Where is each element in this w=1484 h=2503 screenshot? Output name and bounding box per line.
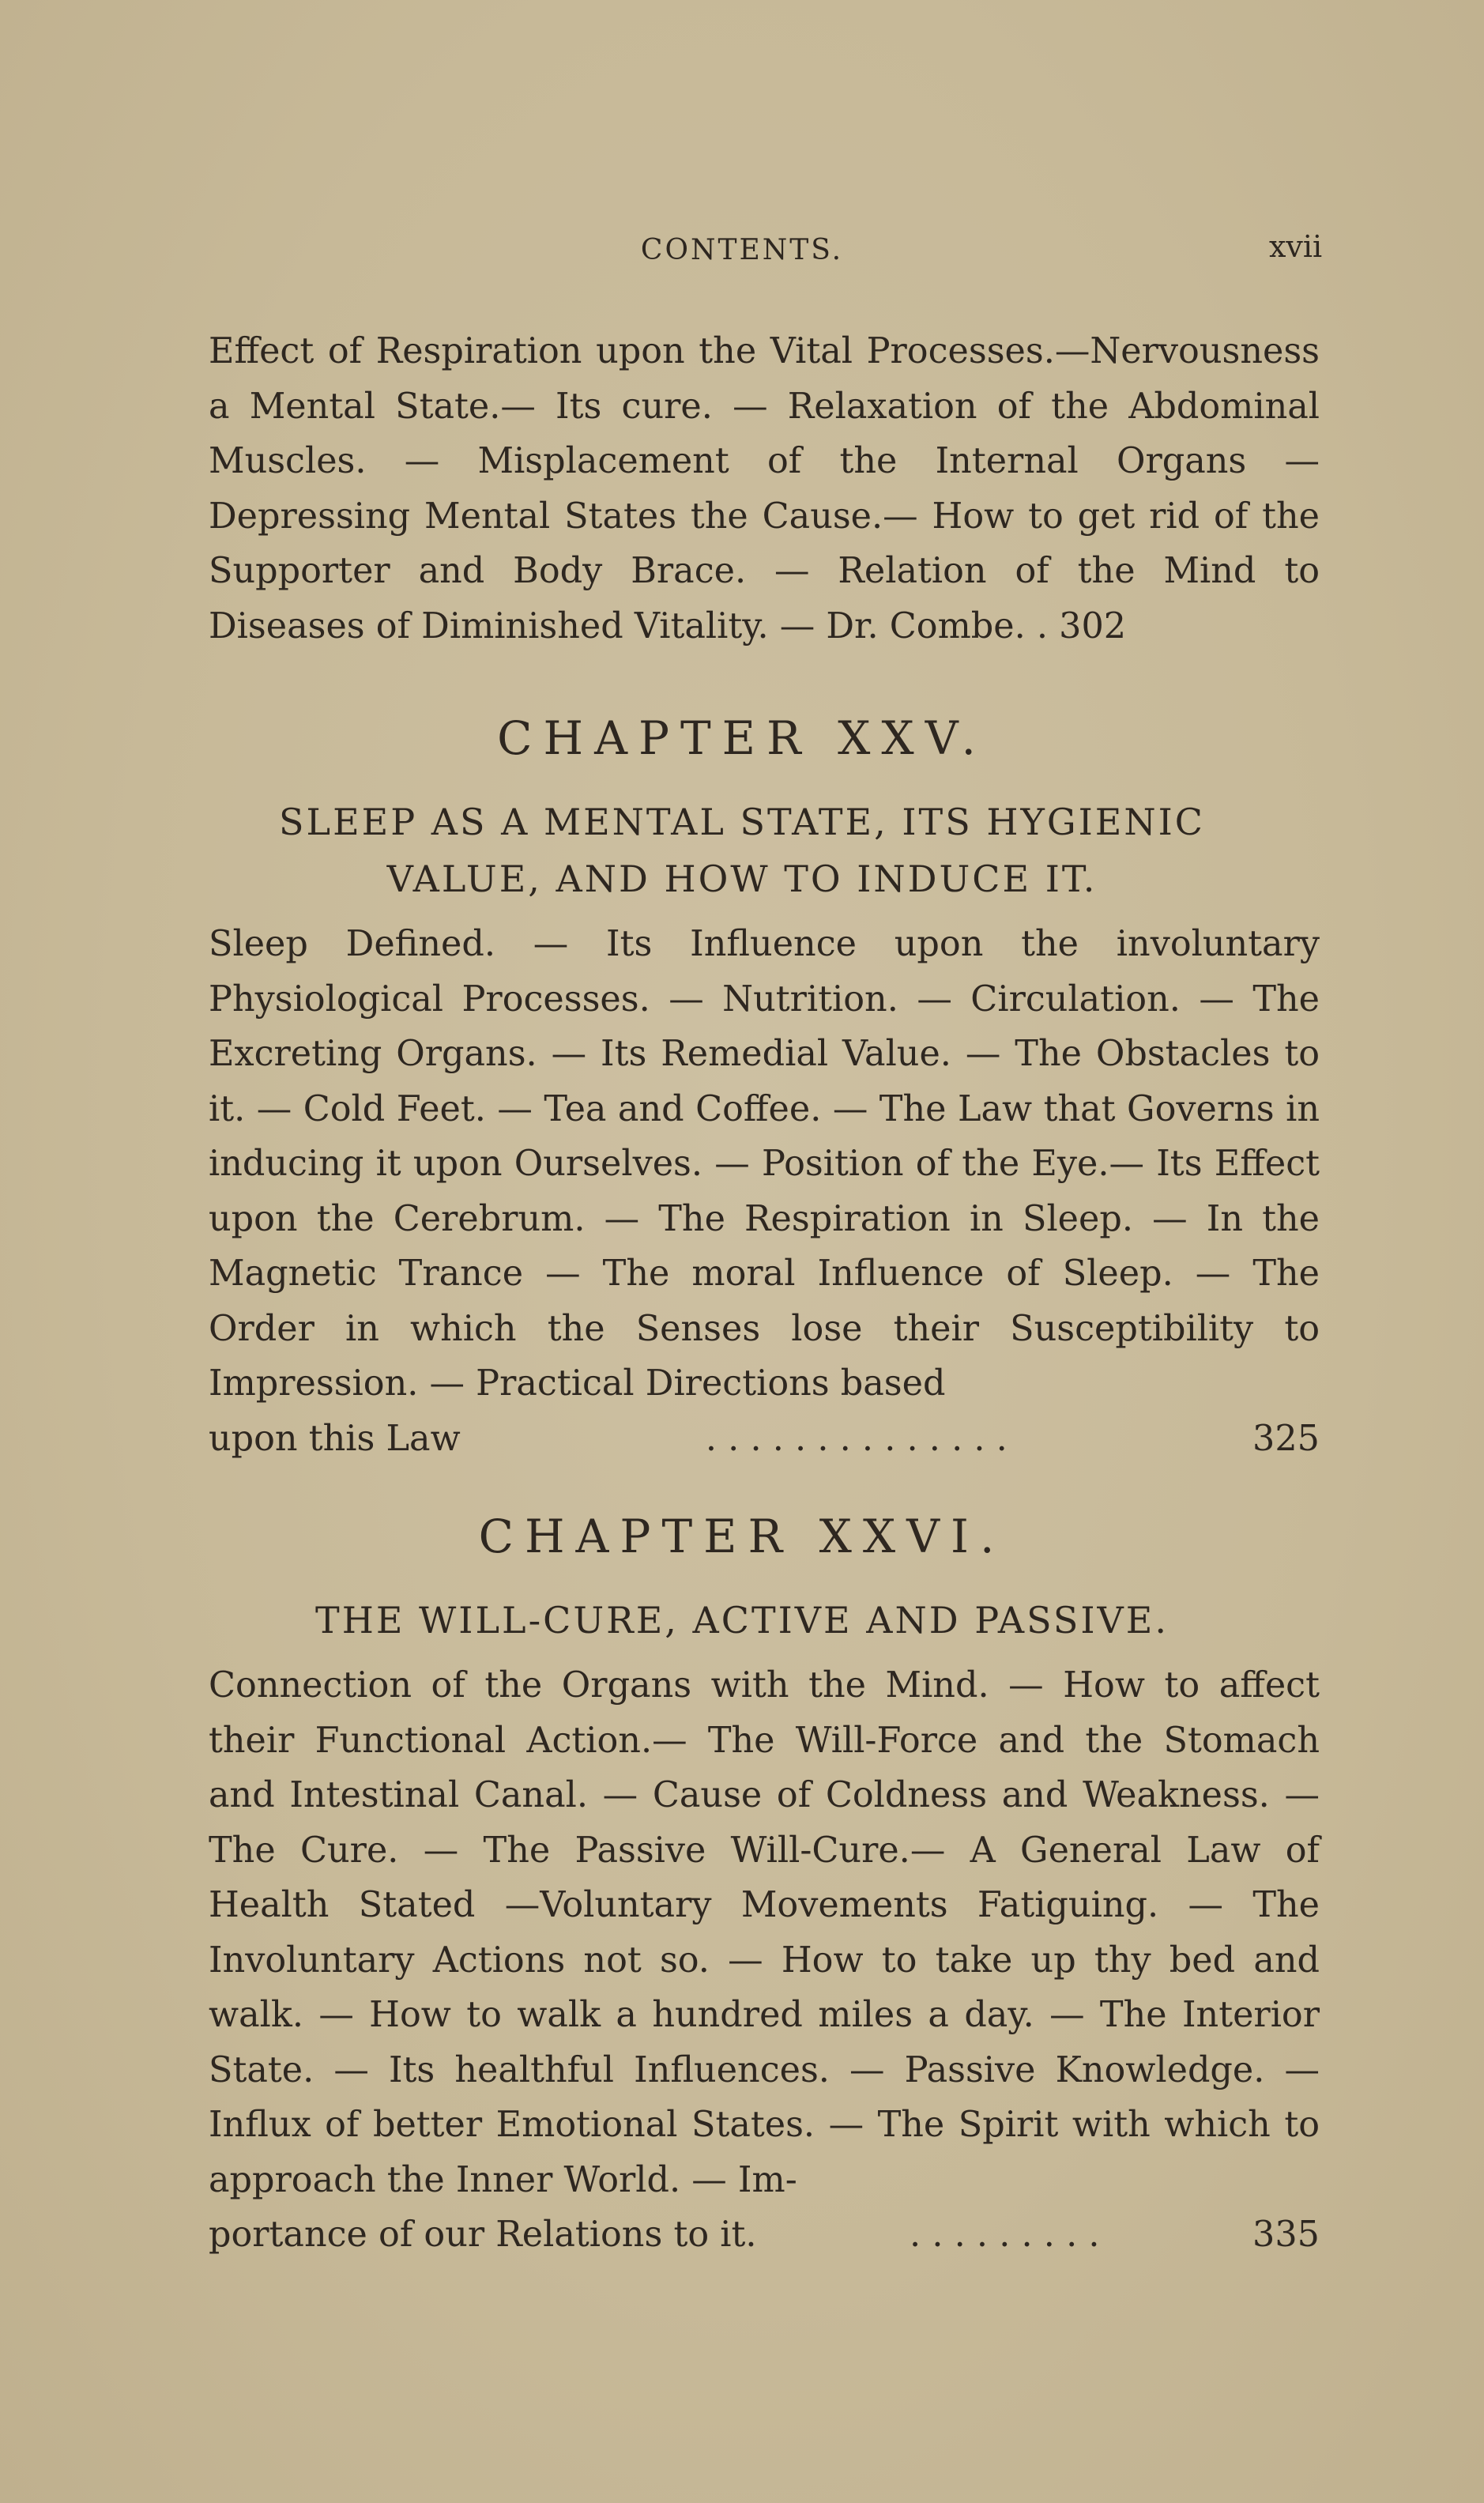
toc-leader: . (1025, 605, 1060, 646)
page-number: xvii (1269, 229, 1323, 264)
toc-entry-text: Connection of the Organs with the Mind. — How to affect their Functional Action.— The Will-Force and the Stomach and Intestinal Canal. — Cause of Coldness and Weakness. — The Cure. — The Passive Will-Cure.— A General Law of Health Stated —Voluntary Movements Fatiguing. — The Involuntary Actions not so. — How to take up thy bed and walk. — How to walk a hundred miles a day. — The Interior State. — Its healthful Influences. — Passive Knowledge. — Influx of better Emotional States. — The Spirit with which to approach the Inner World. — Im- (209, 1665, 1320, 2200)
chapter-subtitle: VALUE, AND HOW TO INDUCE IT. (386, 858, 1098, 900)
toc-entry-text: Effect of Respiration upon the Vital Processes.—Nervousness a Mental State.— Its cure. — Relaxation of the Abdominal Muscles. — Misplacement of the Internal Organs — Depressing Mental States the Cause.— How to get rid of the Supporter and Body Brace. — Relation of the Mind to Diseases of Diminished Vitality. — Dr. Combe. (209, 331, 1320, 646)
toc-entry-continued (209, 324, 1320, 654)
running-head (0, 226, 1484, 273)
chapter-heading: CHAPTER XXVI. (478, 1510, 1006, 1563)
toc-page-ref: 302 (1059, 605, 1127, 646)
toc-last-line (209, 1412, 1320, 1467)
toc-leader: . . . . . . . . . . . . . . (705, 1418, 1008, 1459)
chapter-subtitle: SLEEP AS A MENTAL STATE, ITS HYGIENIC (279, 801, 1205, 843)
chapter-subtitle: THE WILL-CURE, ACTIVE AND PASSIVE. (315, 1599, 1169, 1642)
toc-entry-chapter-25 (209, 917, 1320, 1466)
toc-entry-text: Sleep Defined. — Its Influence upon the involuntary Physiological Processes. — Nutrition. — Circulation. — The Excreting Organs. — Its Remedial Value. — The Obstacles to it. — Cold Feet. — Tea and Coffee. — The Law that Governs in inducing it upon Ourselves. — Position of the Eye.— Its Effect upon the Cerebrum. — The Respiration in Sleep. — In the Magnetic Trance — The moral Influence of Sleep. — The Order in which the Senses lose their Susceptibility to Impression. — Practical Directions based (209, 924, 1320, 1404)
toc-last-line-text: portance of our Relations to it. (209, 2215, 757, 2255)
toc-leader: . . . . . . . . . (910, 2215, 1100, 2255)
toc-last-line (209, 2207, 1320, 2263)
running-title: CONTENTS. (640, 234, 844, 266)
toc-page-ref: 335 (1252, 2215, 1320, 2255)
toc-page-ref: 325 (1252, 1418, 1320, 1459)
toc-entry-chapter-26 (209, 1658, 1320, 2263)
toc-last-line-text: upon this Law (209, 1418, 461, 1459)
chapter-heading: CHAPTER XXV. (497, 711, 987, 765)
